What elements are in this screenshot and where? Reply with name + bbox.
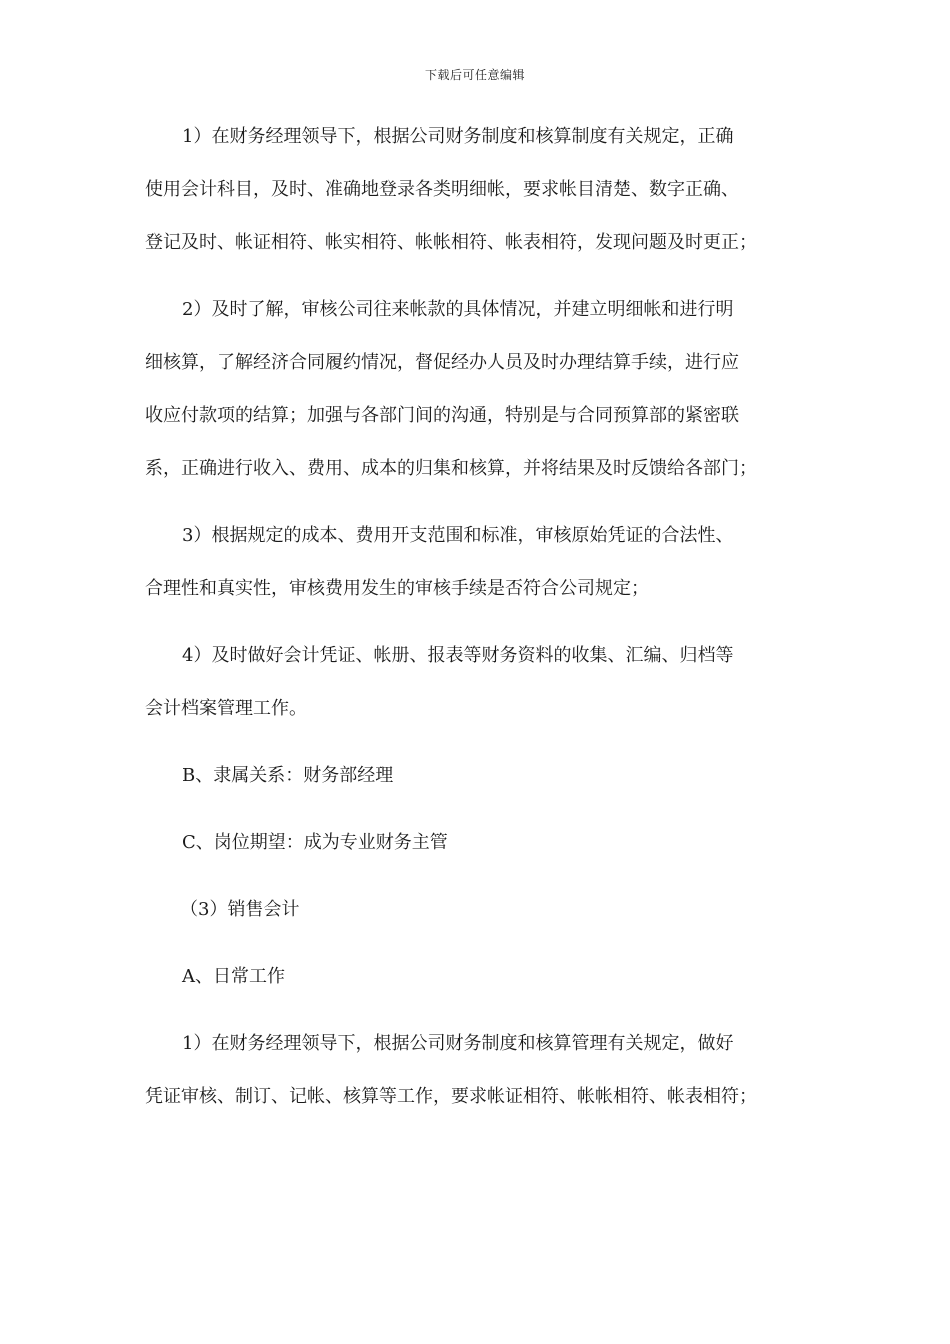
subsection-heading-text: A、日常工作	[182, 966, 285, 987]
document-body	[145, 118, 810, 1116]
section-heading-text: （3）销售会计	[180, 899, 300, 920]
paragraph-4	[145, 637, 810, 728]
paragraph-line: 1）在财务经理领导下，根据公司财务制度和核算制度有关规定，正确	[182, 126, 734, 147]
paragraph-line: 1）在财务经理领导下，根据公司财务制度和核算管理有关规定，做好	[182, 1033, 734, 1054]
paragraph-line: 细核算，了解经济合同履约情况，督促经办人员及时办理结算手续，进行应	[145, 352, 739, 373]
paragraph-line: 2）及时了解，审核公司往来帐款的具体情况，并建立明细帐和进行明	[182, 299, 734, 320]
section-heading	[145, 891, 810, 929]
paragraph-line: 使用会计科目，及时、准确地登录各类明细帐，要求帐目清楚、数字正确、	[145, 179, 739, 200]
paragraph-line: 会计档案管理工作。	[145, 698, 307, 719]
paragraph-3	[145, 517, 810, 608]
paragraph-line: 3）根据规定的成本、费用开支范围和标准，审核原始凭证的合法性、	[182, 525, 734, 546]
paragraph-line: C、岗位期望：成为专业财务主管	[182, 832, 448, 853]
paragraph-sales-1	[145, 1025, 810, 1116]
paragraph-line: B、隶属关系：财务部经理	[182, 765, 394, 786]
page-header: 下载后可任意编辑	[424, 68, 525, 82]
paragraph-2	[145, 291, 810, 488]
paragraph-line: 凭证审核、制订、记帐、核算等工作，要求帐证相符、帐帐相符、帐表相符；	[145, 1086, 757, 1107]
paragraph-line: 系，正确进行收入、费用、成本的归集和核算，并将结果及时反馈给各部门；	[145, 458, 757, 479]
paragraph-line: 合理性和真实性，审核费用发生的审核手续是否符合公司规定；	[145, 578, 649, 599]
paragraph-line: 收应付款项的结算；加强与各部门间的沟通，特别是与合同预算部的紧密联	[145, 405, 739, 426]
paragraph-line: 登记及时、帐证相符、帐实相符、帐帐相符、帐表相符，发现问题及时更正；	[145, 232, 757, 253]
paragraph-line: 4）及时做好会计凭证、帐册、报表等财务资料的收集、汇编、归档等	[182, 645, 734, 666]
paragraph-relation	[145, 757, 810, 795]
subsection-heading	[145, 958, 810, 996]
paragraph-1	[145, 118, 810, 262]
paragraph-expectation	[145, 824, 810, 862]
